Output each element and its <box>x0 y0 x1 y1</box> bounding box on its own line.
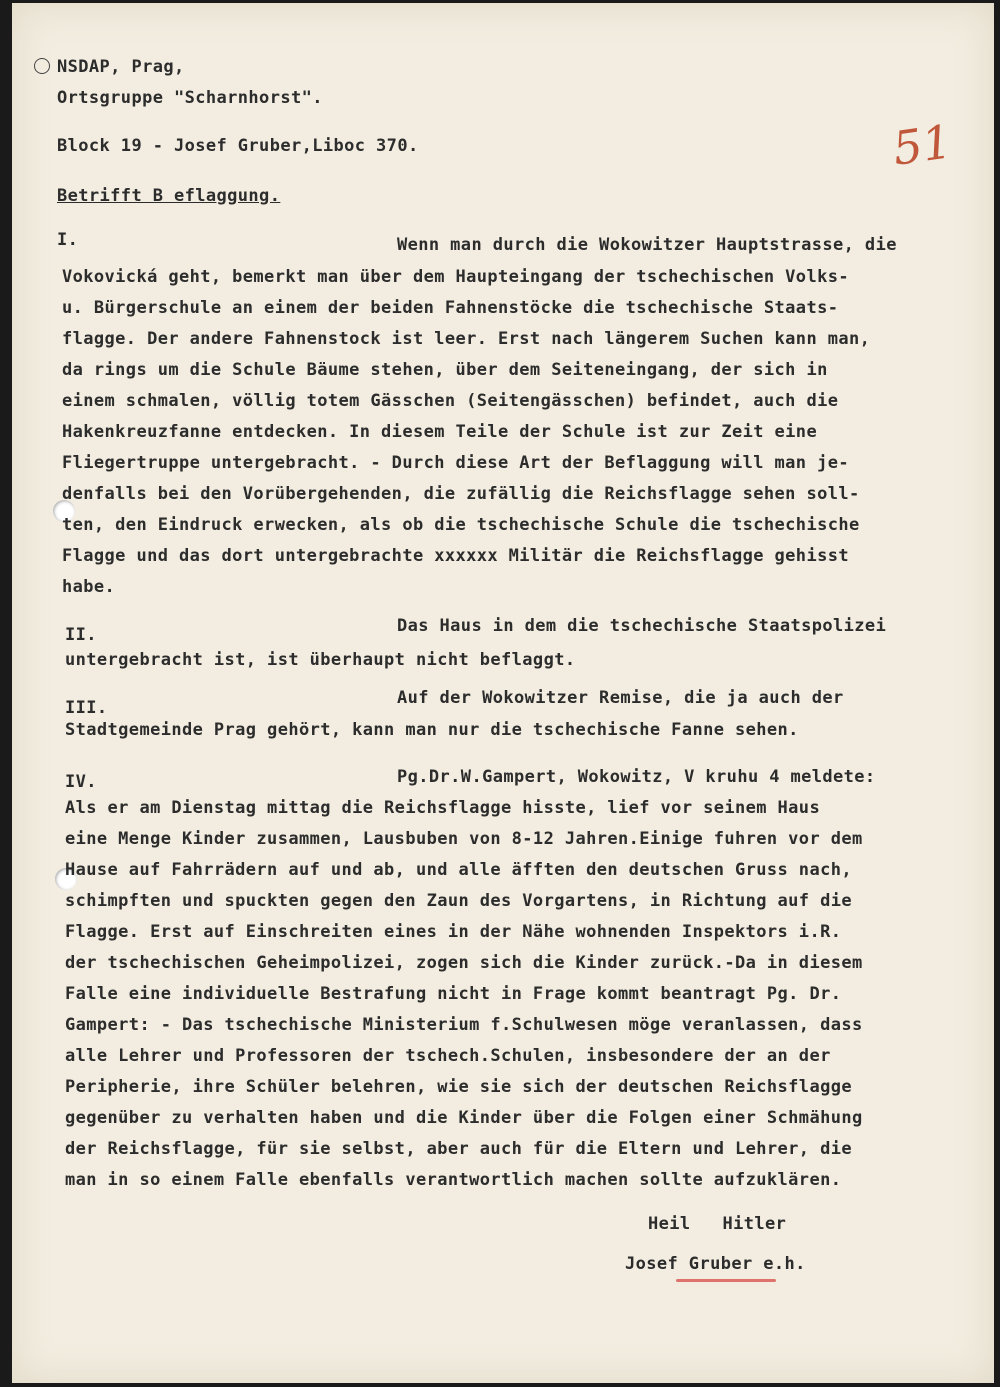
subject-line: Betrifft B eflaggung. <box>57 186 281 206</box>
section-4-line: der tschechischen Geheimpolizei, zogen sich die Kinder zurück.-Da in diesem <box>65 953 863 973</box>
section-1-line: Wenn man durch die Wokowitzer Hauptstrasse, die <box>397 235 897 255</box>
section-1-line: Hakenkreuzfanne entdecken. In diesem Teile der Schule ist zur Zeit eine <box>62 422 818 442</box>
section-1-line: habe. <box>62 577 116 597</box>
closing-salutation: Heil Hitler <box>648 1214 787 1234</box>
section-4-line: alle Lehrer und Professoren der tschech.Schulen, insbesondere der an der <box>65 1046 831 1066</box>
section-1-line: Fliegertruppe untergebracht. - Durch diese Art der Beflaggung will man je- <box>62 453 849 473</box>
section-4-line: Als er am Dienstag mittag die Reichsflagge hisste, lief vor seinem Haus <box>65 798 821 818</box>
section-2-line: Das Haus in dem die tschechische Staatspolizei <box>397 616 887 636</box>
section-4-line: Falle eine individuelle Bestrafung nicht in Frage kommt beantragt Pg. Dr. <box>65 984 842 1004</box>
section-1-line: u. Bürgerschule an einem der beiden Fahnenstöcke die tschechische Staats- <box>62 298 839 318</box>
section-4-line: Hause auf Fahrrädern auf und ab, und alle äfften den deutschen Gruss nach, <box>65 860 852 880</box>
section-3-numeral: III. <box>65 698 108 718</box>
section-4-line: der Reichsflagge, für sie selbst, aber auch für die Eltern und Lehrer, die <box>65 1139 852 1159</box>
section-1-line: denfalls bei den Vorübergehenden, die zufällig die Reichsflagge sehen soll- <box>62 484 860 504</box>
section-3-line: Auf der Wokowitzer Remise, die ja auch der <box>397 688 844 708</box>
section-1-line: da rings um die Schule Bäume stehen, über dem Seiteneingang, der sich in <box>62 360 828 380</box>
section-1-numeral: I. <box>57 230 79 250</box>
section-4-line: gegenüber zu verhalten haben und die Kinder über die Folgen einer Schmähung <box>65 1108 863 1128</box>
section-4-line: eine Menge Kinder zusammen, Lausbuben von 8-12 Jahren.Einige fuhren vor dem <box>65 829 863 849</box>
section-4-line: Gampert: - Das tschechische Ministerium f.Schulwesen möge veranlassen, dass <box>65 1015 863 1035</box>
punch-mark <box>34 58 50 74</box>
section-4-line: schimpften und spuckten gegen den Zaun des Vorgartens, in Richtung auf die <box>65 891 852 911</box>
section-2-line: untergebracht ist, ist überhaupt nicht beflaggt. <box>65 650 576 670</box>
header-line-3: Block 19 - Josef Gruber,Liboc 370. <box>57 136 419 156</box>
section-3-line: Stadtgemeinde Prag gehört, kann man nur die tschechische Fanne sehen. <box>65 720 799 740</box>
section-4-line: Pg.Dr.W.Gampert, Wokowitz, V kruhu 4 meldete: <box>397 767 876 787</box>
section-1-line: ten, den Eindruck erwecken, als ob die tschechische Schule die tschechische <box>62 515 860 535</box>
section-4-line: Peripherie, ihre Schüler belehren, wie sie sich der deutschen Reichsflagge <box>65 1077 852 1097</box>
section-1-line: flagge. Der andere Fahnenstock ist leer. Erst nach längerem Suchen kann man, <box>62 329 871 349</box>
section-1-line: Flagge und das dort untergebrachte xxxxxx Militär die Reichsflagge gehisst <box>62 546 849 566</box>
page-number: 51 <box>889 114 956 176</box>
section-4-numeral: IV. <box>65 772 97 792</box>
signature-underline <box>676 1279 776 1282</box>
section-4-line: man in so einem Falle ebenfalls verantwortlich machen sollte aufzuklären. <box>65 1170 842 1190</box>
header-line-1: NSDAP, Prag, <box>57 57 185 77</box>
section-2-numeral: II. <box>65 625 97 645</box>
section-1-line: Vokovická geht, bemerkt man über dem Haupteingang der tschechischen Volks- <box>62 267 849 287</box>
section-1-line: einem schmalen, völlig totem Gässchen (Seitengässchen) befindet, auch die <box>62 391 839 411</box>
closing-signature: Josef Gruber e.h. <box>625 1254 806 1274</box>
section-4-line: Flagge. Erst auf Einschreiten eines in der Nähe wohnenden Inspektors i.R. <box>65 922 842 942</box>
header-line-2: Ortsgruppe "Scharnhorst". <box>57 88 323 108</box>
